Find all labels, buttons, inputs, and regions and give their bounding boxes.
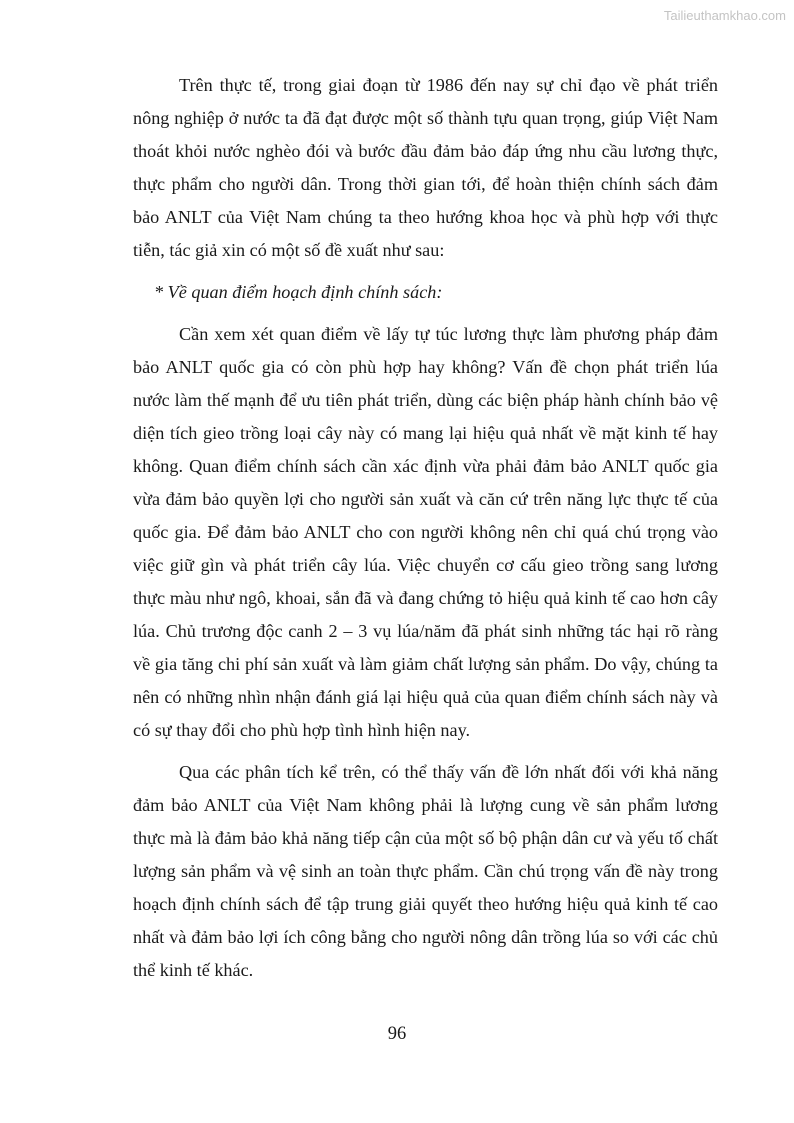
section-heading-policy-viewpoint: * Về quan điểm hoạch định chính sách: xyxy=(154,282,443,302)
paragraph-policy-viewpoint: Cần xem xét quan điểm về lấy tự túc lương thực làm phương pháp đảm bảo ANLT quốc gia có còn phù hợp hay không? Vấn đề chọn phát triển lúa nước làm thế mạnh để ưu tiên phát triển, dùng các biện pháp hành chính bảo vệ diện tích gieo trồng loại cây này có mang lại hiệu quả nhất về mặt kinh tế hay không. Quan điểm chính sách cần xác định vừa phải đảm bảo ANLT quốc gia vừa đảm bảo quyền lợi cho người sản xuất và căn cứ trên năng lực thực tế của quốc gia. Để đảm bảo ANLT cho con người không nên chỉ quá chú trọng vào việc giữ gìn và phát triển cây lúa. Việc chuyển cơ cấu gieo trồng sang lương thực màu như ngô, khoai, sắn đã và đang chứng tỏ hiệu quả kinh tế cao hơn cây lúa. Chủ trương độc canh 2 – 3 vụ lúa/năm đã phát sinh những tác hại rõ ràng về gia tăng chi phí sản xuất và làm giảm chất lượng sản phẩm. Do vậy, chúng ta nên có những nhìn nhận đánh giá lại hiệu quả của quan điểm chính sách này và có sự thay đổi cho phù hợp tình hình hiện nay. xyxy=(133,324,718,740)
paragraph-intro: Trên thực tế, trong giai đoạn từ 1986 đến nay sự chỉ đạo về phát triển nông nghiệp ở nước ta đã đạt được một số thành tựu quan trọng, giúp Việt Nam thoát khỏi nước nghèo đói và bước đầu đảm bảo đáp ứng nhu cầu lương thực, thực phẩm cho người dân. Trong thời gian tới, để hoàn thiện chính sách đảm bảo ANLT của Việt Nam chúng ta theo hướng khoa học và phù hợp với thực tiễn, tác giả xin có một số đề xuất như sau: xyxy=(133,75,718,260)
page-body xyxy=(133,69,718,996)
watermark-text: Tailieuthamkhao.com xyxy=(663,8,786,23)
paragraph-conclusion: Qua các phân tích kể trên, có thể thấy vấn đề lớn nhất đối với khả năng đảm bảo ANLT của Việt Nam không phải là lượng cung về sản phẩm lương thực mà là đảm bảo khả năng tiếp cận của một số bộ phận dân cư và yếu tố chất lượng sản phẩm và vệ sinh an toàn thực phẩm. Cần chú trọng vấn đề này trong hoạch định chính sách để tập trung giải quyết theo hướng hiệu quả kinh tế cao nhất và đảm bảo lợi ích công bằng cho người nông dân trồng lúa so với các chủ thể kinh tế khác. xyxy=(133,762,718,980)
page-number: 96 xyxy=(387,1024,407,1044)
